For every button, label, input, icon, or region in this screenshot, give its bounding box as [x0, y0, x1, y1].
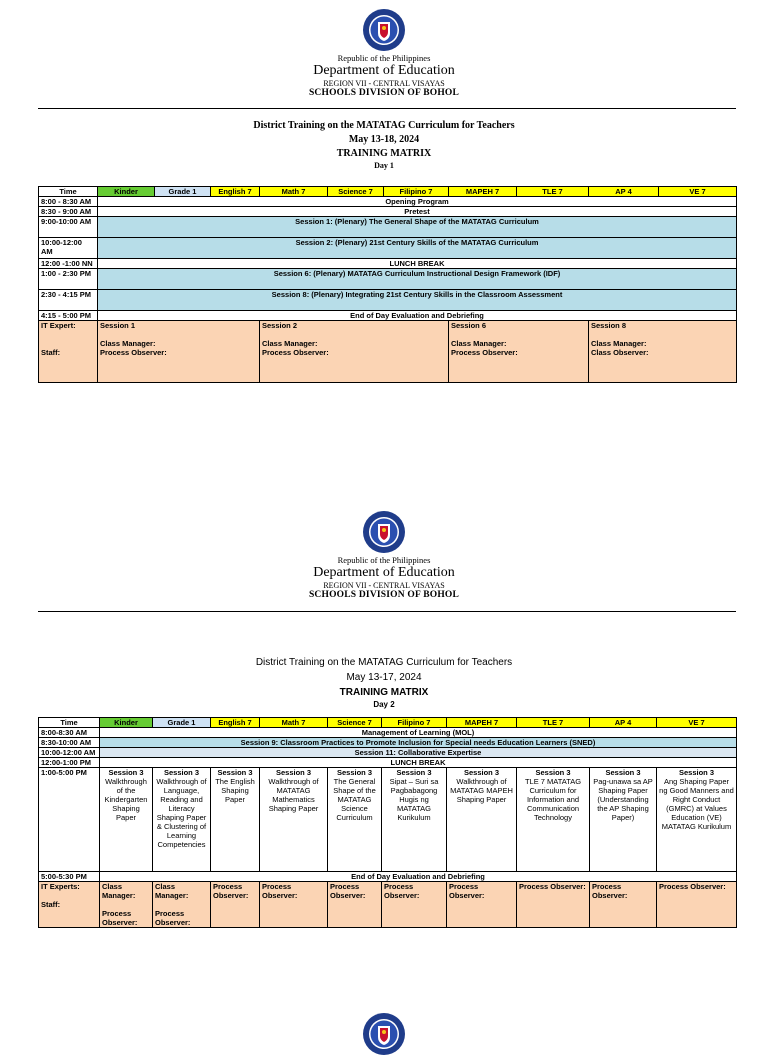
title-block-day1 — [0, 119, 768, 171]
time-cell: 5:00-5:30 PM — [39, 872, 100, 882]
column-header: Grade 1 — [153, 718, 211, 728]
session-cell — [590, 768, 657, 872]
class-manager-label: Class Manager: — [262, 339, 318, 348]
time-cell: 10:00-12:00 AM — [39, 238, 98, 259]
column-header: MAPEH 7 — [447, 718, 517, 728]
session-description: The General Shape of the MATATAG Science Curriculum — [333, 777, 376, 822]
staff-cell — [153, 882, 211, 928]
time-cell: 1:00-5:00 PM — [39, 768, 100, 872]
header-row — [39, 187, 737, 197]
table-row — [39, 290, 737, 311]
deped-seal-icon — [362, 1012, 406, 1056]
activity-cell: Management of Learning (MOL) — [100, 728, 737, 738]
observer-label: Class Observer: — [591, 348, 649, 357]
spacer — [102, 900, 150, 909]
staff-cell — [517, 882, 590, 928]
session-description: The English Shaping Paper — [215, 777, 255, 804]
session-label: Session 3 — [336, 768, 373, 777]
staff-block — [260, 321, 449, 383]
role-label: Class Manager: — [155, 882, 189, 900]
training-title: District Training on the MATATAG Curriculum for Teachers — [253, 120, 515, 131]
session-label: Session 3 — [605, 768, 641, 777]
session-cell — [517, 768, 590, 872]
time-cell: 4:15 - 5:00 PM — [39, 311, 98, 321]
staff-cell — [211, 882, 260, 928]
spacer — [41, 891, 97, 900]
column-header: Time — [39, 718, 100, 728]
region-text: REGION VII - CENTRAL VISAYAS — [323, 79, 445, 88]
column-header: TLE 7 — [517, 718, 590, 728]
staff-label-cell — [39, 321, 98, 383]
activity-cell: Session 2: (Plenary) 21st Century Skills of the MATATAG Curriculum — [98, 238, 737, 259]
activity-cell: End of Day Evaluation and Debriefing — [100, 872, 737, 882]
table-row — [39, 217, 737, 238]
column-header: Kinder — [98, 187, 155, 197]
staff-cell — [328, 882, 382, 928]
role-label: Process Observer: — [519, 882, 586, 891]
column-header: Time — [39, 187, 98, 197]
time-cell: 8:30 - 9:00 AM — [39, 207, 98, 217]
staff-cell — [260, 882, 328, 928]
session-description: Walkthrough of the Kindergarten Shaping Paper — [104, 777, 148, 822]
session-description: Ang Shaping Paper ng Good Manners and Right Conduct (GMRC) at Values Education (VE) MATATAG Kurikulum — [659, 777, 734, 831]
observer-label: Process Observer: — [451, 348, 518, 357]
role-label: Process Observer: — [155, 909, 191, 927]
time-cell: 10:00-12:00 AM — [39, 748, 100, 758]
session-label: Session 3 — [275, 768, 312, 777]
class-manager-label: Class Manager: — [100, 339, 156, 348]
matrix-title: TRAINING MATRIX — [339, 687, 429, 698]
staff-block — [589, 321, 737, 383]
division-text: SCHOOLS DIVISION OF BOHOL — [308, 590, 460, 600]
table-row — [39, 269, 737, 290]
table-row — [39, 728, 737, 738]
session-label: Session 3 — [163, 768, 200, 777]
table-row — [39, 207, 737, 217]
time-cell: 8:00 - 8:30 AM — [39, 197, 98, 207]
observer-label: Process Observer: — [100, 348, 167, 357]
training-matrix-day1 — [38, 186, 737, 383]
role-label: Process Observer: — [213, 882, 249, 900]
deped-seal-icon — [362, 8, 406, 52]
role-label: Class Manager: — [102, 882, 136, 900]
activity-cell: Session 6: (Plenary) MATATAG Curriculum Instructional Design Framework (IDF) — [98, 269, 737, 290]
spacer — [262, 330, 446, 339]
spacer — [41, 339, 95, 348]
column-header: TLE 7 — [517, 187, 589, 197]
time-cell: 1:00 - 2:30 PM — [39, 269, 98, 290]
role-label: Process Observer: — [659, 882, 726, 891]
day-label: Day 2 — [373, 700, 395, 709]
session-label: Session 1 — [100, 321, 136, 330]
session-description: Pag-unawa sa AP Shaping Paper (Understanding the AP Shaping Paper) — [593, 777, 653, 822]
matrix-title: TRAINING MATRIX — [336, 148, 432, 159]
column-header: English 7 — [211, 187, 260, 197]
table-row — [39, 197, 737, 207]
activity-cell: Session 11: Collaborative Expertise — [100, 748, 737, 758]
staff-block — [449, 321, 589, 383]
republic-text: Republic of the Philippines — [337, 555, 431, 565]
session-label: Session 3 — [463, 768, 500, 777]
time-cell: 8:30-10:00 AM — [39, 738, 100, 748]
column-header: Kinder — [100, 718, 153, 728]
role-label: Process Observer: — [449, 882, 485, 900]
session-cell — [211, 768, 260, 872]
column-header: Filipino 7 — [384, 187, 449, 197]
it-experts-label: IT Experts: — [41, 882, 80, 891]
time-cell: 12:00 -1:00 NN — [39, 259, 98, 269]
activity-cell: Session 8: (Plenary) Integrating 21st Century Skills in the Classroom Assessment — [98, 290, 737, 311]
session-cell — [100, 768, 153, 872]
spacer — [100, 330, 257, 339]
staff-cell — [382, 882, 447, 928]
session-description: TLE 7 MATATAG Curriculum for Information and Communication Technology — [524, 777, 582, 822]
session-description: Sipat – Suri sa Pagbabagong Hugis ng MATATAG Kurikulum — [389, 777, 439, 822]
letterhead-day1 — [0, 8, 768, 99]
spacer — [451, 330, 586, 339]
staff-cell — [590, 882, 657, 928]
letterhead-day2 — [0, 510, 768, 601]
table-row — [39, 758, 737, 768]
staff-cell — [447, 882, 517, 928]
training-dates: May 13-18, 2024 — [348, 134, 420, 145]
role-label: Process Observer: — [262, 882, 298, 900]
role-label: Process Observer: — [330, 882, 366, 900]
session-cell — [447, 768, 517, 872]
activity-cell: Pretest — [98, 207, 737, 217]
time-cell: 9:00-10:00 AM — [39, 217, 98, 238]
column-header: MAPEH 7 — [449, 187, 517, 197]
staff-cell — [657, 882, 737, 928]
column-header: Grade 1 — [155, 187, 211, 197]
staff-label: Staff: — [41, 900, 61, 909]
session-description: Walkthrough of MATATAG Mathematics Shaping Paper — [268, 777, 319, 813]
title-block-day2 — [0, 655, 768, 710]
activity-cell: LUNCH BREAK — [100, 758, 737, 768]
training-dates: May 13-17, 2024 — [346, 672, 422, 683]
republic-text: Republic of the Philippines — [337, 53, 431, 63]
day-label: Day 1 — [374, 161, 394, 170]
spacer — [155, 900, 208, 909]
column-header: Math 7 — [260, 187, 328, 197]
table-row — [39, 748, 737, 758]
activity-cell: End of Day Evaluation and Debriefing — [98, 311, 737, 321]
column-header: Science 7 — [328, 187, 384, 197]
session-label: Session 3 — [217, 768, 253, 777]
time-cell: 2:30 - 4:15 PM — [39, 290, 98, 311]
training-matrix-day2 — [38, 717, 737, 928]
training-title: District Training on the MATATAG Curriculum for Teachers — [255, 657, 513, 668]
session-label: Session 3 — [108, 768, 144, 777]
spacer — [591, 330, 734, 339]
deped-seal-icon — [362, 510, 406, 554]
divider — [38, 108, 736, 109]
role-label: Process Observer: — [592, 882, 628, 900]
staff-row — [39, 882, 737, 928]
column-header: AP 4 — [590, 718, 657, 728]
table-row — [39, 311, 737, 321]
table-row — [39, 872, 737, 882]
spacer — [41, 330, 95, 339]
session-label: Session 8 — [591, 321, 627, 330]
column-header: Filipino 7 — [382, 718, 447, 728]
session-description: Walkthrough of MATATAG MAPEH Shaping Paper — [450, 777, 513, 804]
column-header: Math 7 — [260, 718, 328, 728]
staff-row — [39, 321, 737, 383]
division-text: SCHOOLS DIVISION OF BOHOL — [308, 88, 460, 98]
activity-cell: Opening Program — [98, 197, 737, 207]
column-header: Science 7 — [328, 718, 382, 728]
header-row — [39, 718, 737, 728]
sessions-row — [39, 768, 737, 872]
column-header: VE 7 — [657, 718, 737, 728]
session-label: Session 2 — [262, 321, 298, 330]
time-cell: 12:00-1:00 PM — [39, 758, 100, 768]
session-description: Walkthrough of Language, Reading and Literacy Shaping Paper & Clustering of Learning Competencies — [156, 777, 207, 849]
table-row — [39, 259, 737, 269]
session-cell — [328, 768, 382, 872]
session-label: Session 3 — [535, 768, 571, 777]
role-label: Process Observer: — [102, 909, 138, 927]
session-cell — [382, 768, 447, 872]
it-expert-label: IT Expert: — [41, 321, 76, 330]
department-text: Department of Education — [313, 63, 455, 78]
region-text: REGION VII - CENTRAL VISAYAS — [323, 581, 445, 590]
time-cell: 8:00-8:30 AM — [39, 728, 100, 738]
session-cell — [260, 768, 328, 872]
role-label: Process Observer: — [384, 882, 420, 900]
staff-label-cell — [39, 882, 100, 928]
activity-cell: LUNCH BREAK — [98, 259, 737, 269]
class-manager-label: Class Manager: — [451, 339, 507, 348]
class-manager-label: Class Manager: — [591, 339, 647, 348]
session-label: Session 3 — [396, 768, 432, 777]
session-cell — [657, 768, 737, 872]
table-row — [39, 738, 737, 748]
session-label: Session 3 — [678, 768, 715, 777]
staff-label: Staff: — [41, 348, 61, 357]
department-text: Department of Education — [313, 565, 455, 580]
table-row — [39, 238, 737, 259]
divider — [38, 611, 736, 612]
session-label: Session 6 — [451, 321, 487, 330]
column-header: English 7 — [211, 718, 260, 728]
staff-block — [98, 321, 260, 383]
staff-cell — [100, 882, 153, 928]
column-header: AP 4 — [589, 187, 659, 197]
observer-label: Process Observer: — [262, 348, 329, 357]
column-header: VE 7 — [659, 187, 737, 197]
activity-cell: Session 1: (Plenary) The General Shape of the MATATAG Curriculum — [98, 217, 737, 238]
activity-cell: Session 9: Classroom Practices to Promote Inclusion for Special needs Education Learners (SNED) — [100, 738, 737, 748]
session-cell — [153, 768, 211, 872]
